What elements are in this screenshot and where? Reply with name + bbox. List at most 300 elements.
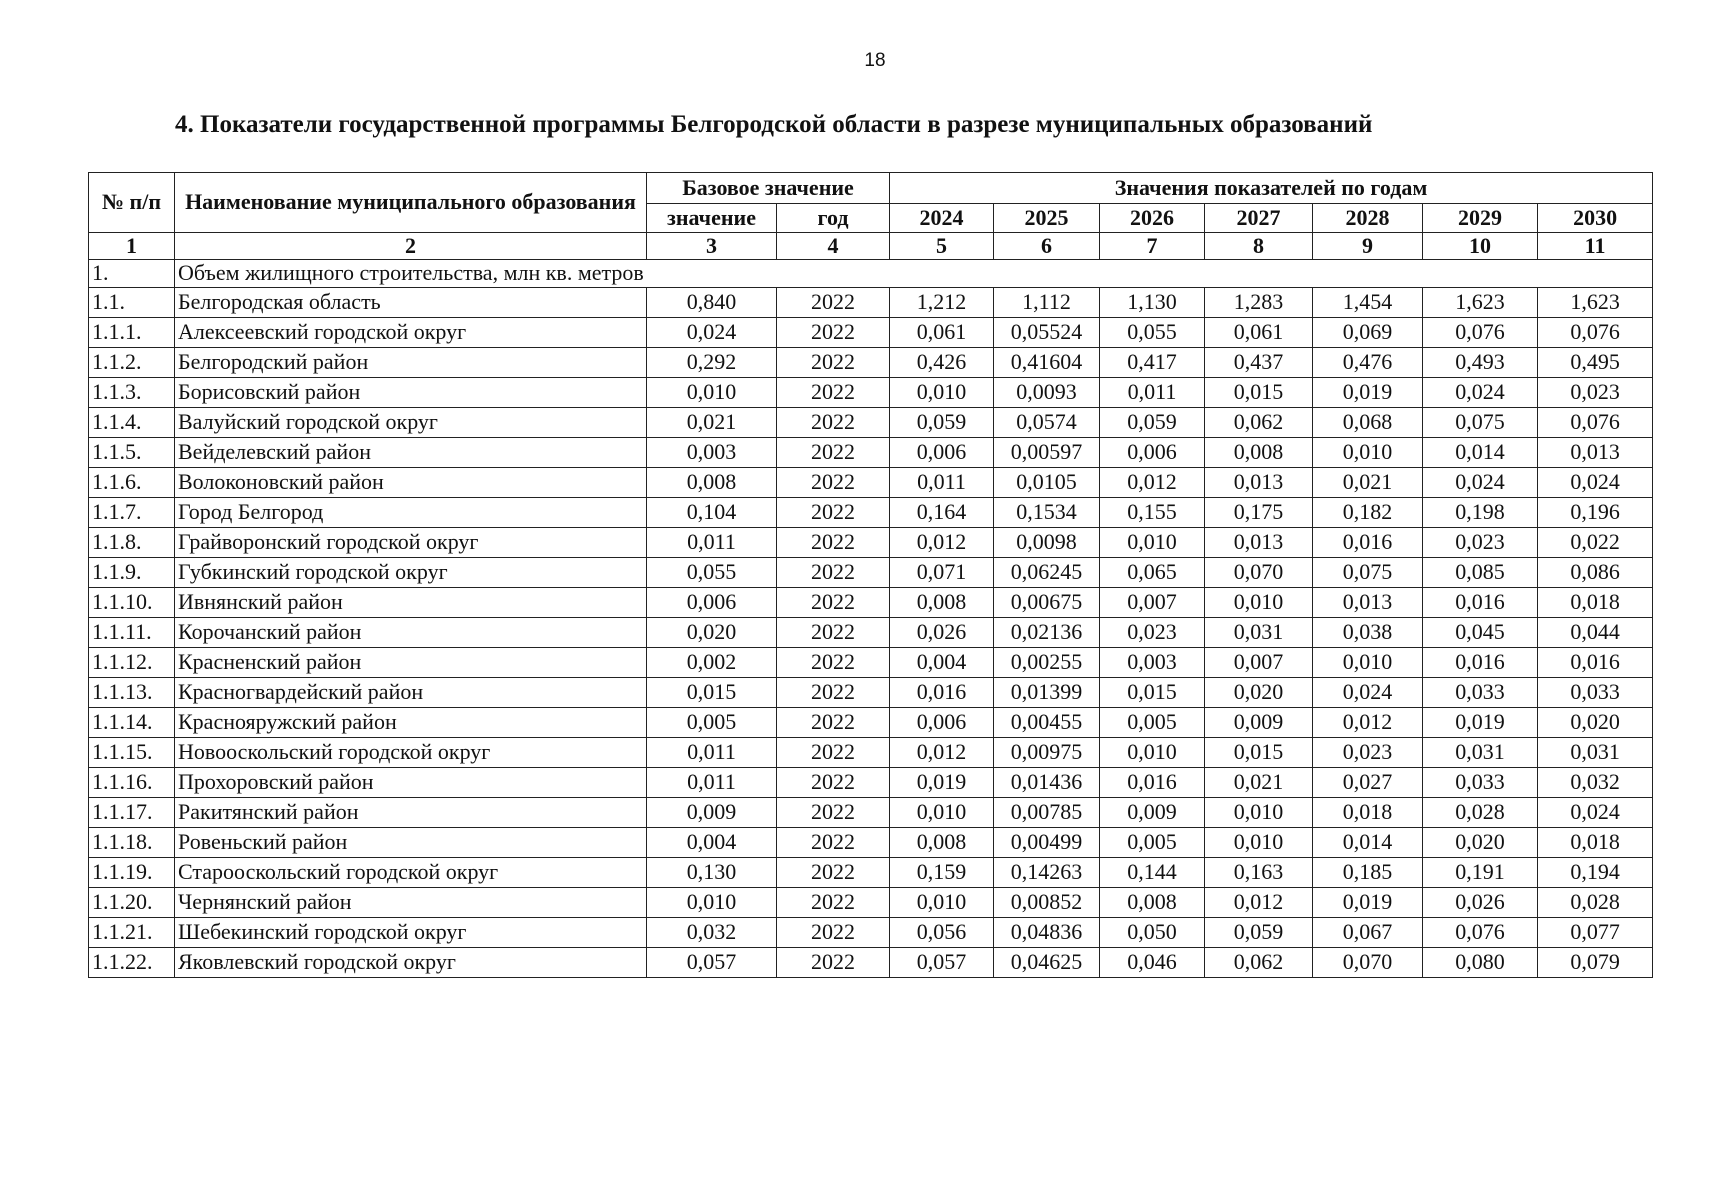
row-year-value: 0,018 <box>1538 588 1653 618</box>
section-row <box>89 260 1653 288</box>
row-base-year: 2022 <box>777 648 890 678</box>
table-row <box>89 348 1653 378</box>
row-year-value: 0,044 <box>1538 618 1653 648</box>
table-row <box>89 858 1653 888</box>
row-base-year: 2022 <box>777 588 890 618</box>
row-year-value: 0,01399 <box>994 678 1100 708</box>
table-row <box>89 798 1653 828</box>
row-name: Шебекинский городской округ <box>175 918 647 948</box>
row-year-value: 1,212 <box>890 288 994 318</box>
row-year-value: 0,062 <box>1205 408 1313 438</box>
column-number: 3 <box>647 233 777 260</box>
row-year-value: 0,021 <box>1313 468 1423 498</box>
row-year-value: 0,010 <box>1313 438 1423 468</box>
row-year-value: 0,055 <box>1100 318 1205 348</box>
row-year-value: 0,076 <box>1423 318 1538 348</box>
row-year-value: 0,016 <box>1538 648 1653 678</box>
header-year: 2024 <box>890 204 994 233</box>
row-code: 1.1.14. <box>89 708 175 738</box>
row-code: 1.1.11. <box>89 618 175 648</box>
row-name: Корочанский район <box>175 618 647 648</box>
row-base-year: 2022 <box>777 918 890 948</box>
row-name: Чернянский район <box>175 888 647 918</box>
row-year-value: 0,069 <box>1313 318 1423 348</box>
column-number: 4 <box>777 233 890 260</box>
row-base-year: 2022 <box>777 678 890 708</box>
row-name: Алексеевский городской округ <box>175 318 647 348</box>
table-row <box>89 288 1653 318</box>
table-row <box>89 588 1653 618</box>
row-year-value: 0,023 <box>1538 378 1653 408</box>
row-base-year: 2022 <box>777 558 890 588</box>
document-title: 4. Показатели государственной программы Белгородской области в разрезе муниципальных образований <box>175 111 1373 138</box>
row-year-value: 0,015 <box>1205 378 1313 408</box>
row-code: 1.1.6. <box>89 468 175 498</box>
row-year-value: 0,164 <box>890 498 994 528</box>
table-row <box>89 498 1653 528</box>
row-year-value: 0,020 <box>1423 828 1538 858</box>
row-code: 1.1.7. <box>89 498 175 528</box>
row-year-value: 0,015 <box>1205 738 1313 768</box>
table-row <box>89 708 1653 738</box>
row-base-year: 2022 <box>777 858 890 888</box>
table-header <box>89 173 1653 260</box>
row-name: Волоконовский район <box>175 468 647 498</box>
row-year-value: 0,076 <box>1538 318 1653 348</box>
row-code: 1.1.2. <box>89 348 175 378</box>
row-year-value: 0,05524 <box>994 318 1100 348</box>
row-year-value: 0,026 <box>1423 888 1538 918</box>
indicators-table <box>88 172 1653 978</box>
row-year-value: 0,080 <box>1423 948 1538 978</box>
row-base-year: 2022 <box>777 828 890 858</box>
row-year-value: 0,086 <box>1538 558 1653 588</box>
row-year-value: 0,076 <box>1538 408 1653 438</box>
row-code: 1.1.18. <box>89 828 175 858</box>
row-year-value: 0,01436 <box>994 768 1100 798</box>
row-name: Красненский район <box>175 648 647 678</box>
row-year-value: 0,031 <box>1423 738 1538 768</box>
row-code: 1.1.22. <box>89 948 175 978</box>
row-year-value: 0,038 <box>1313 618 1423 648</box>
row-base-year: 2022 <box>777 888 890 918</box>
row-year-value: 0,059 <box>1205 918 1313 948</box>
row-base-value: 0,011 <box>647 528 777 558</box>
row-year-value: 0,008 <box>1205 438 1313 468</box>
row-year-value: 1,112 <box>994 288 1100 318</box>
row-code: 1.1. <box>89 288 175 318</box>
row-year-value: 0,010 <box>1100 528 1205 558</box>
row-year-value: 0,077 <box>1538 918 1653 948</box>
row-year-value: 0,070 <box>1205 558 1313 588</box>
table-row <box>89 318 1653 348</box>
row-year-value: 0,163 <box>1205 858 1313 888</box>
row-base-year: 2022 <box>777 708 890 738</box>
row-name: Краснояружский район <box>175 708 647 738</box>
column-number: 6 <box>994 233 1100 260</box>
row-year-value: 0,016 <box>1100 768 1205 798</box>
row-base-year: 2022 <box>777 618 890 648</box>
header-year: 2025 <box>994 204 1100 233</box>
row-year-value: 0,417 <box>1100 348 1205 378</box>
row-code: 1.1.1. <box>89 318 175 348</box>
row-year-value: 0,159 <box>890 858 994 888</box>
column-number: 1 <box>89 233 175 260</box>
row-year-value: 0,021 <box>1205 768 1313 798</box>
row-year-value: 0,010 <box>1205 588 1313 618</box>
row-name: Старооскольский городской округ <box>175 858 647 888</box>
table-row <box>89 468 1653 498</box>
row-year-value: 0,012 <box>1313 708 1423 738</box>
header-year: 2026 <box>1100 204 1205 233</box>
row-base-value: 0,002 <box>647 648 777 678</box>
header-base-value: значение <box>647 204 777 233</box>
row-year-value: 1,623 <box>1423 288 1538 318</box>
row-year-value: 0,00852 <box>994 888 1100 918</box>
section-title: Объем жилищного строительства, млн кв. метров <box>175 260 1653 288</box>
row-year-value: 0,198 <box>1423 498 1538 528</box>
row-year-value: 0,00455 <box>994 708 1100 738</box>
row-year-value: 0,006 <box>1100 438 1205 468</box>
row-year-value: 0,0105 <box>994 468 1100 498</box>
page-number: 18 <box>864 50 886 71</box>
row-year-value: 0,14263 <box>994 858 1100 888</box>
row-year-value: 0,009 <box>1100 798 1205 828</box>
row-year-value: 0,00597 <box>994 438 1100 468</box>
row-base-value: 0,010 <box>647 378 777 408</box>
row-year-value: 0,012 <box>1100 468 1205 498</box>
row-year-value: 0,024 <box>1423 378 1538 408</box>
row-name: Ивнянский район <box>175 588 647 618</box>
row-code: 1.1.15. <box>89 738 175 768</box>
row-year-value: 0,046 <box>1100 948 1205 978</box>
column-number: 11 <box>1538 233 1653 260</box>
row-year-value: 0,071 <box>890 558 994 588</box>
row-year-value: 0,019 <box>1313 888 1423 918</box>
row-year-value: 0,085 <box>1423 558 1538 588</box>
row-base-value: 0,020 <box>647 618 777 648</box>
row-year-value: 0,013 <box>1538 438 1653 468</box>
row-year-value: 0,011 <box>1100 378 1205 408</box>
row-year-value: 0,059 <box>1100 408 1205 438</box>
row-year-value: 0,006 <box>890 708 994 738</box>
row-base-value: 0,840 <box>647 288 777 318</box>
row-year-value: 0,075 <box>1423 408 1538 438</box>
column-number: 10 <box>1423 233 1538 260</box>
row-name: Белгородский район <box>175 348 647 378</box>
header-year: 2028 <box>1313 204 1423 233</box>
row-base-value: 0,055 <box>647 558 777 588</box>
row-year-value: 0,067 <box>1313 918 1423 948</box>
row-base-year: 2022 <box>777 408 890 438</box>
row-year-value: 0,1534 <box>994 498 1100 528</box>
row-base-value: 0,024 <box>647 318 777 348</box>
row-name: Ракитянский район <box>175 798 647 828</box>
row-base-year: 2022 <box>777 468 890 498</box>
table-row <box>89 528 1653 558</box>
row-year-value: 0,045 <box>1423 618 1538 648</box>
row-year-value: 0,0574 <box>994 408 1100 438</box>
row-year-value: 0,022 <box>1538 528 1653 558</box>
row-base-value: 0,005 <box>647 708 777 738</box>
row-year-value: 0,009 <box>1205 708 1313 738</box>
row-name: Красногвардейский район <box>175 678 647 708</box>
row-year-value: 0,031 <box>1538 738 1653 768</box>
row-year-value: 0,013 <box>1205 468 1313 498</box>
row-year-value: 0,033 <box>1423 768 1538 798</box>
row-year-value: 0,024 <box>1313 678 1423 708</box>
row-code: 1.1.19. <box>89 858 175 888</box>
row-base-value: 0,057 <box>647 948 777 978</box>
row-base-year: 2022 <box>777 798 890 828</box>
row-year-value: 0,008 <box>890 588 994 618</box>
row-year-value: 0,032 <box>1538 768 1653 798</box>
table-row <box>89 888 1653 918</box>
row-year-value: 0,028 <box>1538 888 1653 918</box>
table-row <box>89 768 1653 798</box>
row-year-value: 0,182 <box>1313 498 1423 528</box>
row-base-value: 0,003 <box>647 438 777 468</box>
row-base-value: 0,021 <box>647 408 777 438</box>
column-number-row <box>89 233 1653 260</box>
row-name: Прохоровский район <box>175 768 647 798</box>
row-year-value: 0,010 <box>890 798 994 828</box>
row-base-year: 2022 <box>777 378 890 408</box>
row-year-value: 0,023 <box>1423 528 1538 558</box>
row-year-value: 0,005 <box>1100 828 1205 858</box>
row-name: Новооскольский городской округ <box>175 738 647 768</box>
header-base: Базовое значение <box>647 173 890 204</box>
row-code: 1.1.17. <box>89 798 175 828</box>
row-year-value: 0,006 <box>890 438 994 468</box>
row-base-year: 2022 <box>777 768 890 798</box>
row-base-value: 0,104 <box>647 498 777 528</box>
table-row <box>89 618 1653 648</box>
row-name: Город Белгород <box>175 498 647 528</box>
row-year-value: 0,493 <box>1423 348 1538 378</box>
row-name: Вейделевский район <box>175 438 647 468</box>
row-name: Ровеньский район <box>175 828 647 858</box>
header-years-group: Значения показателей по годам <box>890 173 1653 204</box>
row-base-value: 0,130 <box>647 858 777 888</box>
row-base-value: 0,032 <box>647 918 777 948</box>
row-year-value: 0,495 <box>1538 348 1653 378</box>
row-year-value: 0,144 <box>1100 858 1205 888</box>
header-year: 2027 <box>1205 204 1313 233</box>
row-base-year: 2022 <box>777 318 890 348</box>
row-year-value: 0,00499 <box>994 828 1100 858</box>
row-code: 1.1.21. <box>89 918 175 948</box>
table-row <box>89 378 1653 408</box>
row-year-value: 0,033 <box>1538 678 1653 708</box>
header-num: № п/п <box>89 173 175 233</box>
row-year-value: 0,018 <box>1538 828 1653 858</box>
row-year-value: 0,02136 <box>994 618 1100 648</box>
row-code: 1.1.10. <box>89 588 175 618</box>
row-year-value: 0,003 <box>1100 648 1205 678</box>
row-year-value: 0,008 <box>890 828 994 858</box>
row-year-value: 0,016 <box>890 678 994 708</box>
header-year: 2030 <box>1538 204 1653 233</box>
row-year-value: 0,028 <box>1423 798 1538 828</box>
row-code: 1.1.4. <box>89 408 175 438</box>
table-body <box>89 260 1653 978</box>
row-year-value: 1,623 <box>1538 288 1653 318</box>
row-base-value: 0,004 <box>647 828 777 858</box>
row-base-year: 2022 <box>777 288 890 318</box>
row-year-value: 0,008 <box>1100 888 1205 918</box>
column-number: 7 <box>1100 233 1205 260</box>
row-base-year: 2022 <box>777 438 890 468</box>
row-year-value: 0,00975 <box>994 738 1100 768</box>
row-year-value: 0,070 <box>1313 948 1423 978</box>
row-base-year: 2022 <box>777 528 890 558</box>
row-year-value: 0,020 <box>1538 708 1653 738</box>
row-year-value: 0,010 <box>1205 798 1313 828</box>
row-year-value: 0,007 <box>1100 588 1205 618</box>
row-year-value: 0,023 <box>1100 618 1205 648</box>
row-year-value: 0,41604 <box>994 348 1100 378</box>
row-base-value: 0,292 <box>647 348 777 378</box>
row-year-value: 0,010 <box>1205 828 1313 858</box>
row-year-value: 0,061 <box>1205 318 1313 348</box>
row-year-value: 0,050 <box>1100 918 1205 948</box>
table-row <box>89 828 1653 858</box>
row-year-value: 0,019 <box>890 768 994 798</box>
table-row <box>89 918 1653 948</box>
row-year-value: 0,075 <box>1313 558 1423 588</box>
row-year-value: 0,005 <box>1100 708 1205 738</box>
row-year-value: 0,019 <box>1313 378 1423 408</box>
row-year-value: 0,024 <box>1538 798 1653 828</box>
row-year-value: 0,010 <box>1100 738 1205 768</box>
section-code: 1. <box>89 260 175 288</box>
row-year-value: 0,010 <box>1313 648 1423 678</box>
column-number: 5 <box>890 233 994 260</box>
row-base-value: 0,015 <box>647 678 777 708</box>
row-code: 1.1.5. <box>89 438 175 468</box>
row-name: Валуйский городской округ <box>175 408 647 438</box>
row-base-value: 0,008 <box>647 468 777 498</box>
row-name: Яковлевский городской округ <box>175 948 647 978</box>
row-base-year: 2022 <box>777 948 890 978</box>
row-name: Борисовский район <box>175 378 647 408</box>
table-row <box>89 738 1653 768</box>
row-name: Губкинский городской округ <box>175 558 647 588</box>
row-year-value: 0,00785 <box>994 798 1100 828</box>
row-year-value: 0,185 <box>1313 858 1423 888</box>
row-year-value: 0,014 <box>1423 438 1538 468</box>
header-name: Наименование муниципального образования <box>175 173 647 233</box>
row-year-value: 0,018 <box>1313 798 1423 828</box>
row-code: 1.1.8. <box>89 528 175 558</box>
row-year-value: 0,175 <box>1205 498 1313 528</box>
header-year: 2029 <box>1423 204 1538 233</box>
row-code: 1.1.9. <box>89 558 175 588</box>
row-year-value: 0,196 <box>1538 498 1653 528</box>
row-year-value: 0,007 <box>1205 648 1313 678</box>
row-year-value: 0,010 <box>890 888 994 918</box>
row-year-value: 0,020 <box>1205 678 1313 708</box>
row-year-value: 0,059 <box>890 408 994 438</box>
row-year-value: 0,012 <box>1205 888 1313 918</box>
row-code: 1.1.3. <box>89 378 175 408</box>
row-year-value: 0,06245 <box>994 558 1100 588</box>
row-base-value: 0,011 <box>647 738 777 768</box>
row-year-value: 0,016 <box>1423 588 1538 618</box>
row-year-value: 0,191 <box>1423 858 1538 888</box>
row-year-value: 0,079 <box>1538 948 1653 978</box>
row-year-value: 0,0098 <box>994 528 1100 558</box>
row-year-value: 0,00675 <box>994 588 1100 618</box>
row-base-value: 0,011 <box>647 768 777 798</box>
row-year-value: 0,056 <box>890 918 994 948</box>
row-year-value: 0,00255 <box>994 648 1100 678</box>
row-year-value: 0,010 <box>890 378 994 408</box>
table-row <box>89 408 1653 438</box>
row-year-value: 0,0093 <box>994 378 1100 408</box>
table-row <box>89 678 1653 708</box>
row-name: Грайворонский городской округ <box>175 528 647 558</box>
row-code: 1.1.13. <box>89 678 175 708</box>
table-row <box>89 438 1653 468</box>
row-year-value: 0,012 <box>890 738 994 768</box>
row-year-value: 0,033 <box>1423 678 1538 708</box>
row-base-year: 2022 <box>777 498 890 528</box>
header-base-year: год <box>777 204 890 233</box>
row-year-value: 1,283 <box>1205 288 1313 318</box>
row-year-value: 0,027 <box>1313 768 1423 798</box>
table-row <box>89 648 1653 678</box>
row-year-value: 0,026 <box>890 618 994 648</box>
row-year-value: 0,013 <box>1313 588 1423 618</box>
row-year-value: 0,065 <box>1100 558 1205 588</box>
row-year-value: 0,016 <box>1423 648 1538 678</box>
row-base-year: 2022 <box>777 738 890 768</box>
row-code: 1.1.16. <box>89 768 175 798</box>
row-base-value: 0,010 <box>647 888 777 918</box>
row-year-value: 0,062 <box>1205 948 1313 978</box>
row-name: Белгородская область <box>175 288 647 318</box>
table-row <box>89 558 1653 588</box>
row-year-value: 0,011 <box>890 468 994 498</box>
row-year-value: 0,015 <box>1100 678 1205 708</box>
row-year-value: 0,024 <box>1538 468 1653 498</box>
row-code: 1.1.12. <box>89 648 175 678</box>
row-code: 1.1.20. <box>89 888 175 918</box>
row-year-value: 0,155 <box>1100 498 1205 528</box>
row-year-value: 0,437 <box>1205 348 1313 378</box>
row-year-value: 0,013 <box>1205 528 1313 558</box>
row-year-value: 0,057 <box>890 948 994 978</box>
row-year-value: 0,04625 <box>994 948 1100 978</box>
row-year-value: 0,194 <box>1538 858 1653 888</box>
row-year-value: 0,076 <box>1423 918 1538 948</box>
row-year-value: 0,476 <box>1313 348 1423 378</box>
column-number: 8 <box>1205 233 1313 260</box>
row-year-value: 0,031 <box>1205 618 1313 648</box>
row-year-value: 0,016 <box>1313 528 1423 558</box>
row-year-value: 0,068 <box>1313 408 1423 438</box>
row-year-value: 0,04836 <box>994 918 1100 948</box>
row-year-value: 1,454 <box>1313 288 1423 318</box>
row-year-value: 0,019 <box>1423 708 1538 738</box>
row-year-value: 1,130 <box>1100 288 1205 318</box>
row-base-value: 0,006 <box>647 588 777 618</box>
row-year-value: 0,023 <box>1313 738 1423 768</box>
row-year-value: 0,004 <box>890 648 994 678</box>
row-base-year: 2022 <box>777 348 890 378</box>
